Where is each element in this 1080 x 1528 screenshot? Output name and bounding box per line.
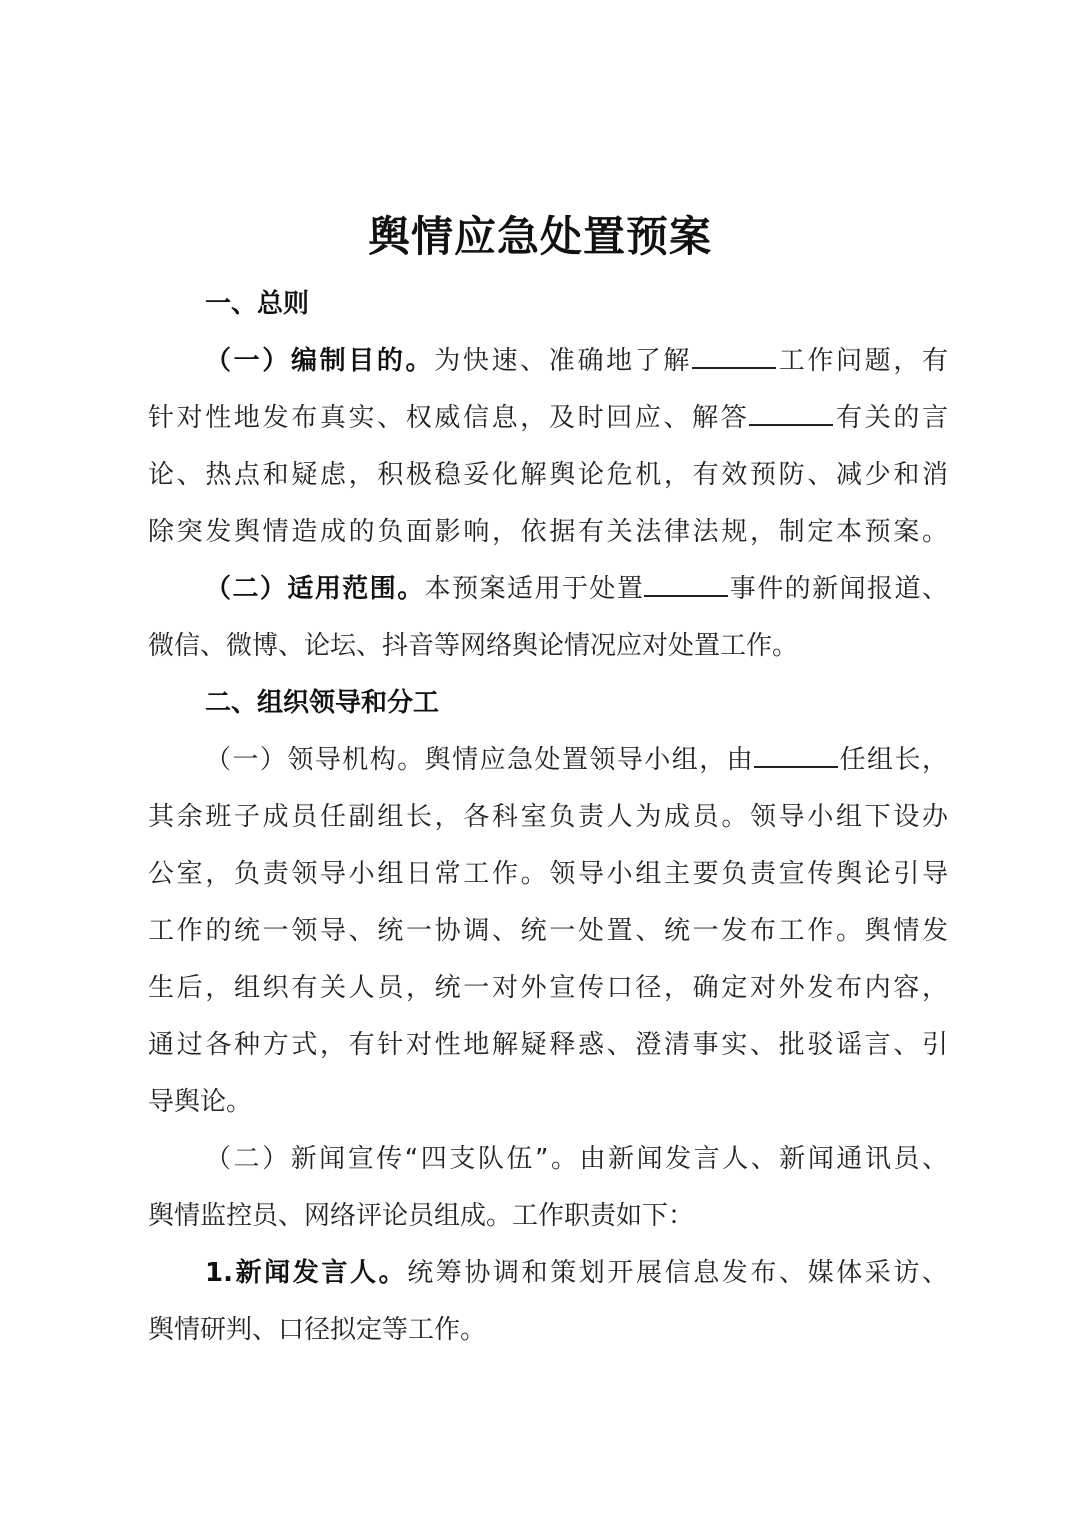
paragraph-leadership-line-6: 通过各种方式，有针对性地解疑释惑、澄清事实、批驳谣言、引 bbox=[148, 1030, 948, 1060]
section-heading-general: 一、总则 bbox=[205, 289, 310, 319]
paragraph-purpose-line-3: 论、热点和疑虑，积极稳妥化解舆论危机，有效预防、减少和消 bbox=[148, 460, 948, 490]
paragraph-purpose-line-4: 除突发舆情造成的负面影响，依据有关法律法规，制定本预案。 bbox=[148, 517, 948, 547]
list-item-spokesperson-line-1 bbox=[205, 1255, 948, 1291]
text-span: 统筹协调和策划开展信息发布、媒体采访、 bbox=[407, 1258, 948, 1288]
text-span: 舆情应急处置领导小组，由 bbox=[424, 745, 755, 775]
paragraph-purpose-line-1 bbox=[205, 343, 948, 379]
paragraph-leadership-line-3: 公室，负责领导小组日常工作。领导小组主要负责宣传舆论引导 bbox=[148, 859, 948, 889]
section-heading-organization: 二、组织领导和分工 bbox=[205, 688, 440, 718]
paragraph-label-purpose: （一）编制目的。 bbox=[205, 346, 435, 376]
fill-in-blank bbox=[749, 400, 833, 426]
paragraph-purpose-line-2 bbox=[148, 400, 948, 436]
text-span: 事件的新闻报道、 bbox=[728, 574, 948, 604]
paragraph-leadership-line-2: 其余班子成员任副组长，各科室负责人为成员。领导小组下设办 bbox=[148, 802, 948, 832]
paragraph-label-leadership: （一）领导机构。 bbox=[205, 745, 425, 775]
paragraph-scope-line-2: 微信、微博、论坛、抖音等网络舆论情况应对处置工作。 bbox=[148, 631, 799, 661]
paragraph-four-teams-line-1: （二）新闻宣传“四支队伍”。由新闻发言人、新闻通讯员、 bbox=[205, 1144, 948, 1174]
paragraph-leadership-line-7: 导舆论。 bbox=[148, 1087, 253, 1117]
paragraph-scope-line-1 bbox=[205, 571, 948, 607]
text-span: 任组长， bbox=[838, 745, 948, 775]
paragraph-four-teams-line-2: 舆情监控员、网络评论员组成。工作职责如下： bbox=[148, 1201, 695, 1231]
text-span: 针对性地发布真实、权威信息，及时回应、解答 bbox=[148, 403, 750, 433]
text-span: 为快速、准确地了解 bbox=[434, 346, 693, 376]
fill-in-blank bbox=[692, 343, 776, 369]
paragraph-leadership-line-5: 生后，组织有关人员，统一对外宣传口径，确定对外发布内容， bbox=[148, 973, 948, 1003]
text-span: 有关的言 bbox=[833, 403, 948, 433]
list-item-label-spokesperson: 1.新闻发言人。 bbox=[205, 1258, 408, 1288]
fill-in-blank bbox=[754, 742, 838, 768]
text-span: 本预案适用于处置 bbox=[424, 574, 645, 604]
paragraph-leadership-line-1 bbox=[205, 742, 948, 778]
paragraph-label-scope: （二）适用范围。 bbox=[205, 574, 425, 604]
text-span: 工作问题，有 bbox=[776, 346, 948, 376]
document-title: 舆情应急处置预案 bbox=[367, 212, 712, 261]
fill-in-blank bbox=[644, 571, 728, 597]
paragraph-leadership-line-4: 工作的统一领导、统一协调、统一处置、统一发布工作。舆情发 bbox=[148, 916, 948, 946]
list-item-spokesperson-line-2: 舆情研判、口径拟定等工作。 bbox=[148, 1315, 487, 1345]
